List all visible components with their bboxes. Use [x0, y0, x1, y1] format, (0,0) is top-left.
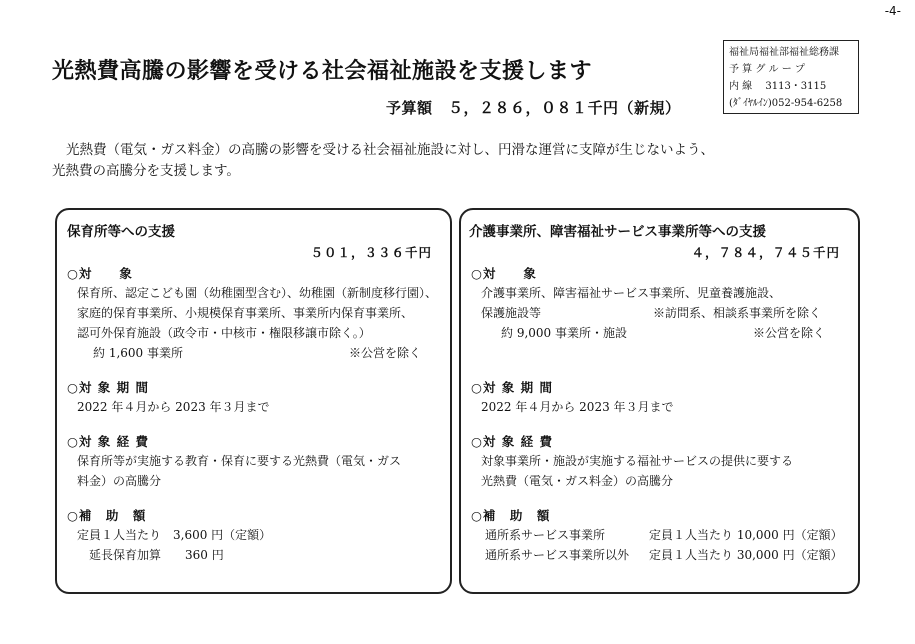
- contact-extension: 内 線 3113・3115: [729, 81, 827, 92]
- nursery-panel-title: 保育所等への支援: [67, 224, 175, 240]
- care-subsidy-heading: ○補 助 額: [471, 508, 551, 523]
- care-target-line: 保護施設等: [481, 306, 542, 320]
- nursery-target-line: 保育所、認定こども園（幼稚園型含む）、幼稚園（新制度移行園）、: [77, 286, 438, 300]
- nursery-subsidy-line: 定員１人当たり 3,600 円（定額）: [77, 528, 272, 542]
- care-target-line: 介護事業所、障害福祉サービス事業所、児童養護施設、: [481, 286, 782, 300]
- intro-line-1: 光熱費（電気・ガス料金）の高騰の影響を受ける社会福祉施設に対し、円滑な運営に支障が生じないよう、: [66, 142, 714, 158]
- nursery-period: 2022 年４月から 2023 年３月まで: [77, 400, 270, 414]
- page-title: 光熱費高騰の影響を受ける社会福祉施設を支援します: [52, 59, 593, 84]
- nursery-support-panel: [55, 208, 452, 594]
- care-cost-line: 対象事業所・施設が実施する福祉サービスの提供に要する: [481, 454, 794, 468]
- nursery-target-count: 約 1,600 事業所: [93, 346, 183, 360]
- care-target-note-excluded: ※訪問系、相談系事業所を除く: [653, 306, 822, 320]
- care-period: 2022 年４月から 2023 年３月まで: [481, 400, 674, 414]
- intro-line-2: 光熱費の高騰分を支援します。: [52, 163, 240, 179]
- contact-dial-in: (ﾀﾞｲﾔﾙｲﾝ)052-954-6258: [729, 98, 843, 109]
- care-target-note-public: ※公営を除く: [753, 326, 826, 340]
- care-subsidy-type: 通所系サービス事業所以外: [485, 548, 630, 562]
- nursery-cost-heading: ○対 象 経 費: [67, 434, 149, 449]
- contact-group: 予 算 グ ル ー プ: [729, 64, 805, 75]
- care-cost-line: 光熱費（電気・ガス料金）の高騰分: [481, 474, 674, 488]
- nursery-target-line: 認可外保育施設（政令市・中核市・権限移譲市除く。）: [77, 326, 371, 340]
- nursery-period-heading: ○対 象 期 間: [67, 380, 149, 395]
- care-subsidy-amount: 定員１人当たり 10,000 円（定額）: [649, 528, 843, 542]
- nursery-cost-line: 保育所等が実施する教育・保育に要する光熱費（電気・ガス: [77, 454, 402, 468]
- care-target-count: 約 9,000 事業所・施設: [501, 326, 627, 340]
- nursery-subsidy-heading: ○補 助 額: [67, 508, 147, 523]
- nursery-cost-line: 料金）の高騰分: [77, 474, 162, 488]
- nursery-target-heading: ○対 象: [67, 266, 133, 281]
- care-period-heading: ○対 象 期 間: [471, 380, 553, 395]
- care-cost-heading: ○対 象 経 費: [471, 434, 553, 449]
- nursery-subsidy-line: 延長保育加算 360 円: [89, 548, 224, 562]
- page-number: -4-: [884, 4, 901, 18]
- care-subsidy-amount: 定員１人当たり 30,000 円（定額）: [649, 548, 843, 562]
- nursery-target-note: ※公営を除く: [349, 346, 422, 360]
- care-panel-title: 介護事業所、障害福祉サービス事業所等への支援: [469, 224, 766, 240]
- care-support-panel: [459, 208, 860, 594]
- budget-amount: 予算額 ５，２８６，０８１千円（新規）: [386, 99, 681, 117]
- contact-box: [723, 40, 859, 114]
- nursery-target-line: 家庭的保育事業所、小規模保育事業所、事業所内保育事業所、: [77, 306, 414, 320]
- care-panel-amount: ４，７８４，７４５千円: [691, 245, 840, 260]
- care-target-heading: ○対 象: [471, 266, 537, 281]
- contact-department: 福祉局福祉部福祉総務課: [729, 47, 839, 58]
- nursery-panel-amount: ５０１，３３６千円: [310, 245, 432, 260]
- intro-text: [52, 140, 714, 182]
- care-subsidy-type: 通所系サービス事業所: [485, 528, 606, 542]
